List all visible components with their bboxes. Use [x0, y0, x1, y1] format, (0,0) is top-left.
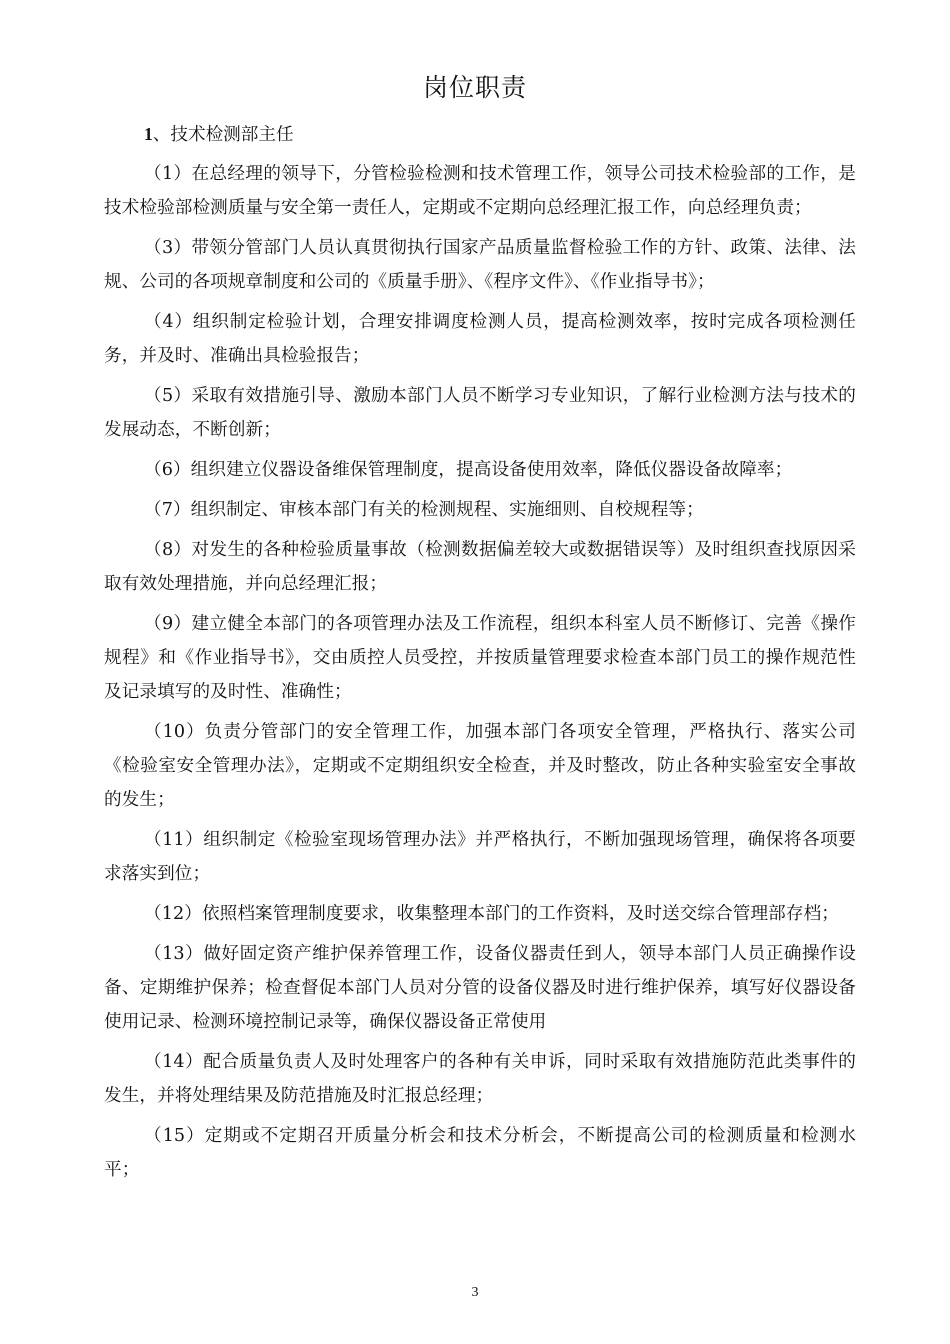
- section-number: 1: [144, 124, 153, 144]
- page-title: 岗位职责: [422, 73, 527, 102]
- duty-item-15: （15）定期或不定期召开质量分析会和技术分析会，不断提高公司的检测质量和检测水平；: [104, 1126, 856, 1180]
- document-body: [104, 117, 856, 1193]
- duty-item-4: （4）组织制定检验计划，合理安排调度检测人员，提高检测效率，按时完成各项检测任务，并及时、准确出具检验报告；: [104, 312, 856, 366]
- page-number: 3: [471, 1285, 479, 1300]
- duty-item-10: （10）负责分管部门的安全管理工作，加强本部门各项安全管理，严格执行、落实公司《检验室安全管理办法》，定期或不定期组织安全检查，并及时整改，防止各种实验室安全事故的发生；: [104, 722, 856, 810]
- section-heading: [104, 117, 856, 151]
- duty-item-5: （5）采取有效措施引导、激励本部门人员不断学习专业知识，了解行业检测方法与技术的发展动态，不断创新；: [104, 386, 856, 440]
- duty-item-9: （9）建立健全本部门的各项管理办法及工作流程，组织本科室人员不断修订、完善《操作规程》和《作业指导书》，交由质控人员受控，并按质量管理要求检查本部门员工的操作规范性及记录填写的及时性、准确性；: [104, 614, 856, 702]
- duty-item-13: （13）做好固定资产维护保养管理工作，设备仪器责任到人，领导本部门人员正确操作设备、定期维护保养；检查督促本部门人员对分管的设备仪器及时进行维护保养，填写好仪器设备使用记录、检测环境控制记录等，确保仪器设备正常使用: [104, 944, 856, 1032]
- section-title: 、技术检测部主任: [152, 125, 294, 145]
- duty-item-11: （11）组织制定《检验室现场管理办法》并严格执行，不断加强现场管理，确保将各项要求落实到位；: [104, 830, 856, 884]
- duty-item-7: （7）组织制定、审核本部门有关的检测规程、实施细则、自校规程等；: [144, 500, 704, 520]
- duty-item-3: （3）带领分管部门人员认真贯彻执行国家产品质量监督检验工作的方针、政策、法律、法规、公司的各项规章制度和公司的《质量手册》、《程序文件》、《作业指导书》；: [104, 238, 856, 292]
- duty-item-1: （1）在总经理的领导下，分管检验检测和技术管理工作，领导公司技术检验部的工作，是技术检验部检测质量与安全第一责任人，定期或不定期向总经理汇报工作，向总经理负责；: [104, 164, 856, 218]
- duty-item-14: （14）配合质量负责人及时处理客户的各种有关申诉，同时采取有效措施防范此类事件的发生，并将处理结果及防范措施及时汇报总经理；: [104, 1052, 856, 1106]
- duty-item-8: （8）对发生的各种检验质量事故（检测数据偏差较大或数据错误等）及时组织查找原因采取有效处理措施，并向总经理汇报；: [104, 540, 856, 594]
- duty-item-12: （12）依照档案管理制度要求，收集整理本部门的工作资料，及时送交综合管理部存档；: [144, 904, 839, 924]
- duty-item-6: （6）组织建立仪器设备维保管理制度，提高设备使用效率，降低仪器设备故障率；: [144, 460, 793, 480]
